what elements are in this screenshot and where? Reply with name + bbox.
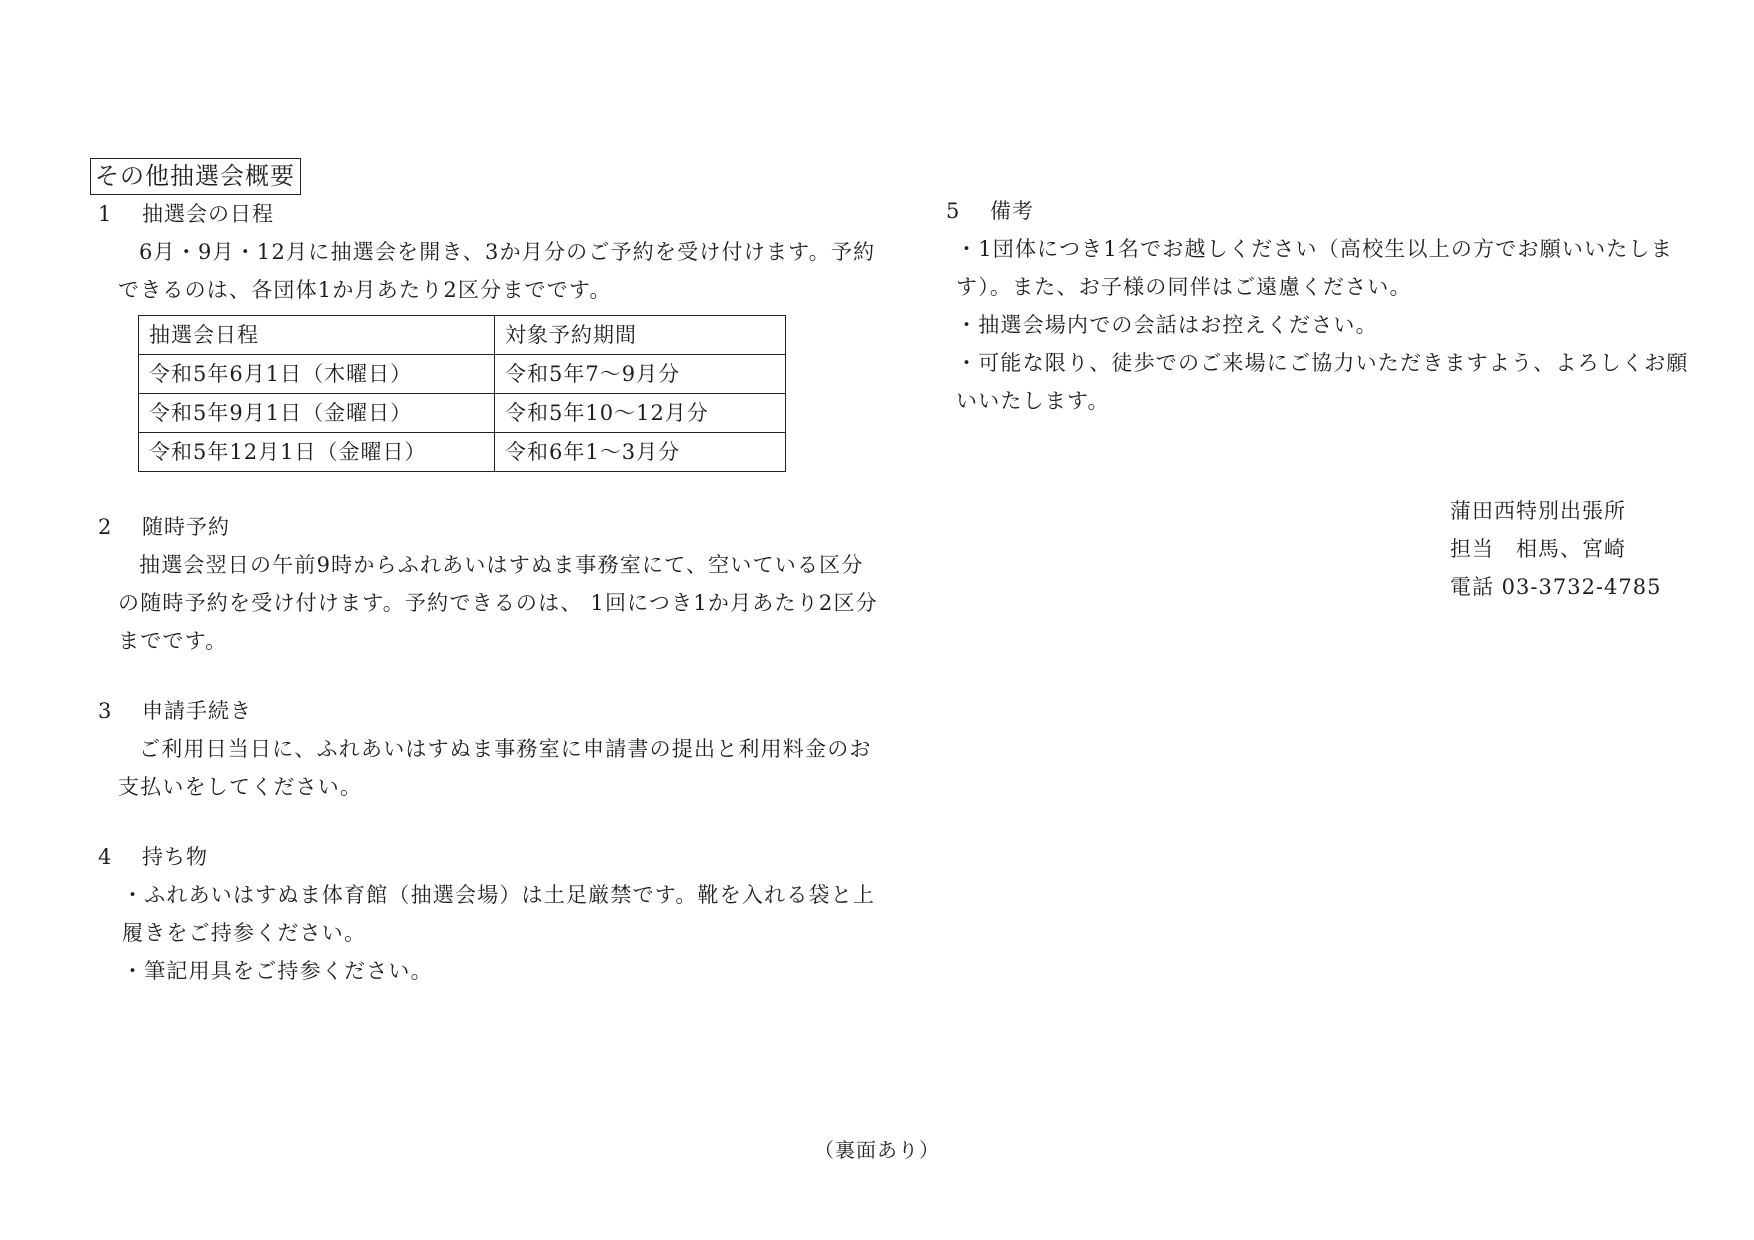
section-title: 抽選会の日程 <box>142 202 274 226</box>
table-cell: 令和5年10～12月分 <box>495 394 786 433</box>
section-1-heading <box>98 195 880 233</box>
spacer <box>90 660 880 692</box>
section-number: 5 <box>946 199 961 223</box>
list-item: ・筆記用具をご持参ください。 <box>122 959 433 983</box>
section-number: 1 <box>98 202 113 226</box>
table-cell: 令和5年9月1日（金曜日） <box>139 394 495 433</box>
table-header-cell: 抽選会日程 <box>139 316 495 355</box>
section-number: 2 <box>98 515 113 539</box>
left-column <box>90 158 880 990</box>
section-5-heading <box>946 192 1698 230</box>
section-title: 持ち物 <box>142 845 208 869</box>
footer-note: （裏面あり） <box>814 1138 940 1162</box>
right-column <box>938 192 1698 420</box>
list-item: ・抽選会場内での会話はお控えください。 <box>956 313 1378 337</box>
list-item: ・ふれあいはすぬま体育館（抽選会場）は土足厳禁です。靴を入れる袋と上履きをご持参ください。 <box>122 883 876 945</box>
table-header-cell: 対象予約期間 <box>495 316 786 355</box>
table-row <box>139 433 786 472</box>
spacer <box>90 472 880 508</box>
section-title: 随時予約 <box>142 515 230 539</box>
table-header-row <box>139 316 786 355</box>
section-3-paragraph: ご利用日当日に、ふれあいはすぬま事務室に申請書の提出と利用料金のお支払いをしてください。 <box>118 737 872 799</box>
table-row <box>139 355 786 394</box>
document-title: その他抽選会概要 <box>90 158 301 195</box>
section-title: 申請手続き <box>142 699 252 723</box>
table-cell: 令和5年12月1日（金曜日） <box>139 433 495 472</box>
table-cell: 令和6年1～3月分 <box>495 433 786 472</box>
section-3 <box>90 692 880 806</box>
contact-phone: 電話 03-3732-4785 <box>1450 575 1662 599</box>
section-1 <box>90 195 880 472</box>
section-5 <box>938 192 1698 420</box>
list-item: ・1団体につき1名でお越しください（高校生以上の方でお願いいたします）。また、お子様の同伴はご遠慮ください。 <box>956 237 1673 299</box>
contact-staff: 担当 相馬、宮崎 <box>1450 537 1626 561</box>
list-item: ・可能な限り、徒歩でのご来場にご協力いただきますよう、よろしくお願いいたします。 <box>956 351 1689 413</box>
table-cell: 令和5年7～9月分 <box>495 355 786 394</box>
section-2-paragraph: 抽選会翌日の午前9時からふれあいはすぬま事務室にて、空いている区分の随時予約を受け付けます。予約できるのは、 1回につき1か月あたり2区分までです。 <box>118 553 878 653</box>
table-row <box>139 394 786 433</box>
section-3-heading <box>98 692 880 730</box>
spacer <box>90 806 880 838</box>
schedule-table <box>138 315 786 472</box>
section-number: 3 <box>98 699 113 723</box>
contact-office: 蒲田西特別出張所 <box>1450 499 1626 523</box>
section-2 <box>90 508 880 660</box>
section-number: 4 <box>98 845 113 869</box>
table-cell: 令和5年6月1日（木曜日） <box>139 355 495 394</box>
section-2-heading <box>98 508 880 546</box>
section-title: 備考 <box>990 199 1034 223</box>
section-4 <box>90 838 880 990</box>
section-1-paragraph: 6月・9月・12月に抽選会を開き、3か月分のご予約を受け付けます。予約できるのは、各団体1か月あたり2区分までです。 <box>118 240 876 302</box>
section-4-heading <box>98 838 880 876</box>
contact-block <box>1450 492 1661 606</box>
